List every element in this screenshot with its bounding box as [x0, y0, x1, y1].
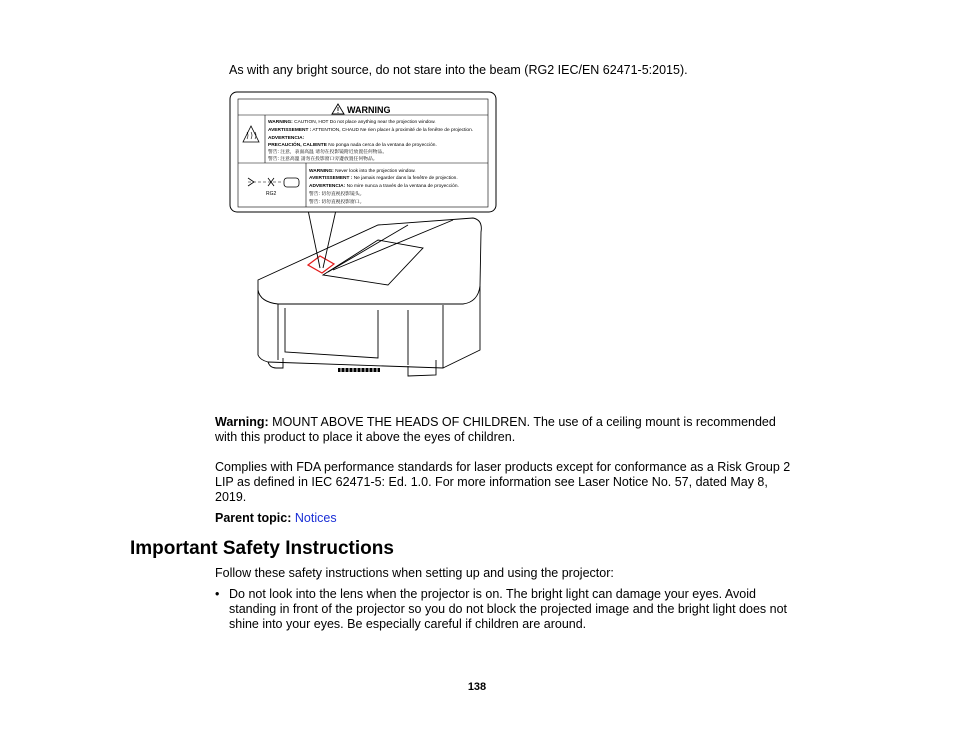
label-header: WARNING	[347, 105, 391, 115]
bullet-item	[215, 587, 815, 632]
parent-topic	[215, 511, 337, 526]
page-number: 138	[467, 681, 487, 693]
svg-text:ADVERTENCIA: No mire nunca a t: ADVERTENCIA: No mire nunca a través de la ventana de proyección.	[309, 184, 459, 189]
svg-text:WARNING: CAUTION, HOT Do not: WARNING: CAUTION, HOT Do not place anything near the projection window.	[268, 120, 436, 125]
svg-text:ADVERTENCIA:: ADVERTENCIA:	[268, 136, 305, 141]
section-title: Important Safety Instructions	[130, 538, 394, 559]
warning-label-figure	[228, 90, 500, 380]
warning-label: Warning:	[215, 415, 269, 429]
parent-topic-label: Parent topic:	[215, 511, 292, 525]
fda-line1: Complies with FDA performance standards for laser products except for conformance as a Risk Group 2	[215, 460, 791, 474]
bullet-line3: shine into your eyes. Be especially careful if children are around.	[229, 617, 587, 631]
warning-paragraph	[215, 415, 776, 445]
svg-text:WARNING: Never look into the p: WARNING: Never look into the projection window.	[309, 169, 416, 174]
svg-text:警告: 注意，表面高温 请勿在投影镜附近放置任何物品。: 警告: 注意，表面高温 请勿在投影镜附近放置任何物品。	[268, 150, 388, 155]
svg-text:警告: 切勿直視投影窗口。: 警告: 切勿直視投影窗口。	[309, 200, 365, 205]
svg-text:AVERTISSEMENT : Ne jamais rega: AVERTISSEMENT : Ne jamais regarder dans la fenêtre de projection.	[309, 176, 458, 181]
fda-paragraph	[215, 460, 790, 505]
rg2-label: RG2	[266, 191, 277, 197]
svg-text:警告: 切勿直视投影镜头。: 警告: 切勿直视投影镜头。	[309, 192, 365, 197]
warning-text: MOUNT ABOVE THE HEADS OF CHILDREN. The use of a ceiling mount is recommended	[268, 415, 776, 429]
notices-link[interactable]: Notices	[294, 511, 337, 525]
warning-text-line2: with this product to place it above the eyes of children.	[215, 430, 516, 444]
svg-text:PRECAUCIÓN, CALIENTE No ponga: PRECAUCIÓN, CALIENTE No ponga nada cerca de la ventana de proyección.	[268, 143, 437, 148]
fda-line3: 2019.	[215, 490, 247, 504]
svg-text:警告: 注意高溫 請勿在投影窗口旁邊放置任何物品。: 警告: 注意高溫 請勿在投影窗口旁邊放置任何物品。	[268, 157, 378, 162]
svg-text:AVERTISSEMENT : ATTENTION, CHA: AVERTISSEMENT : ATTENTION, CHAUD Ne rien placer à proximité de la fenêtre de projection.	[268, 128, 474, 133]
section-intro: Follow these safety instructions when setting up and using the projector:	[215, 566, 614, 580]
bullet-line1: Do not look into the lens when the projector is on. The bright light can damage your eyes. Avoid	[229, 587, 756, 601]
fda-line2: LIP as defined in IEC 62471-5: Ed. 1.0. For more information see Laser Notice No. 57, dated May 8,	[215, 475, 768, 489]
bullet-dot: •	[215, 587, 220, 601]
bullet-line2: standing in front of the projector so you do not block the projected image and the bright light does not	[229, 602, 787, 616]
intro-text: As with any bright source, do not stare into the beam (RG2 IEC/EN 62471-5:2015).	[229, 63, 688, 77]
